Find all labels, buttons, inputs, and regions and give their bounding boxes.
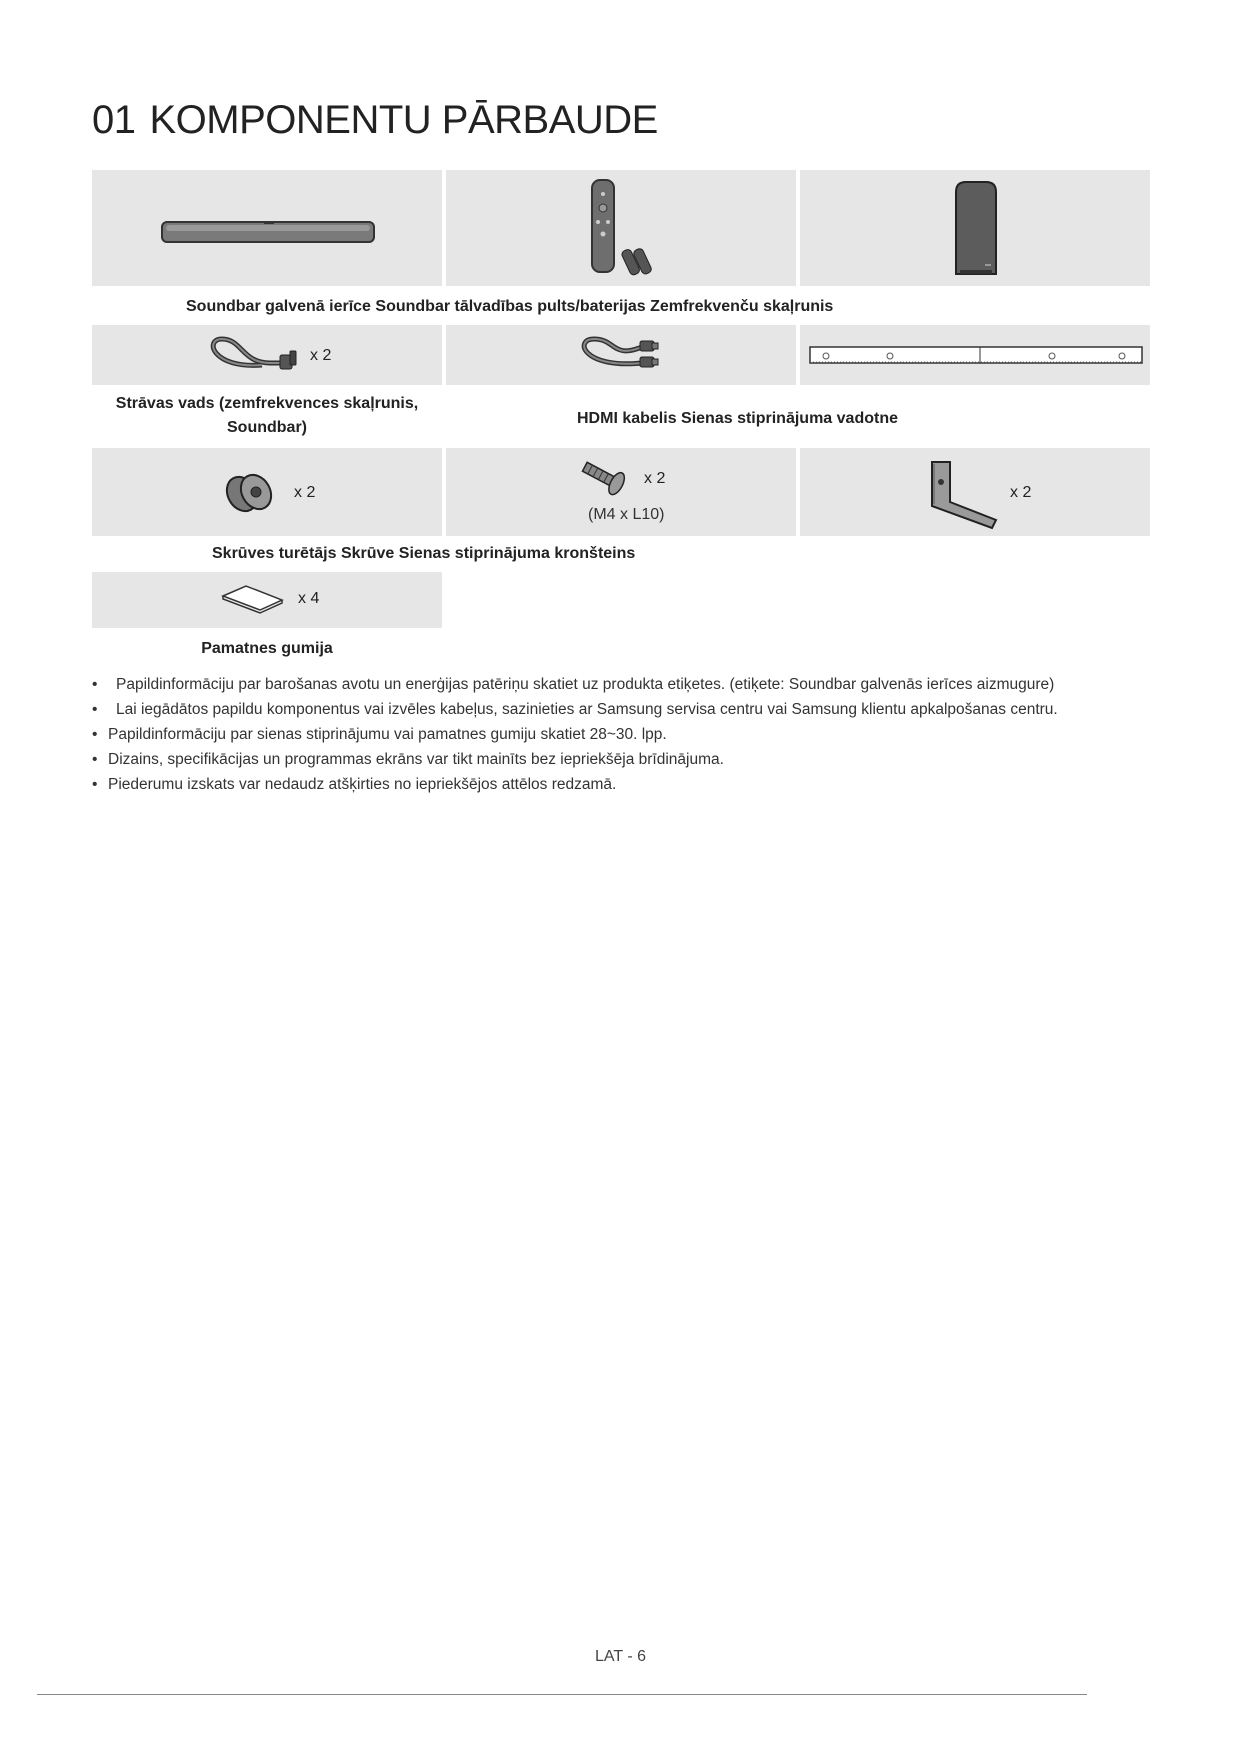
- rubber-foot-image: [92, 572, 442, 628]
- cell-rubber-foot: [92, 572, 442, 628]
- bullet: •: [92, 776, 98, 793]
- note-item: [92, 747, 1058, 772]
- row2-caption-left-line1: Strāvas vads (zemfrekvences skaļrunis,: [115, 395, 419, 412]
- row1-caption: Soundbar galvenā ierīce Soundbar tālvadības pults/baterijas Zemfrekvenču skaļrunis: [186, 298, 834, 315]
- row2-caption-left: [92, 395, 442, 437]
- remote-batteries-image: [446, 170, 796, 286]
- note-text: Piederumu izskats var nedaudz atšķirties no iepriekšējos attēlos redzamā.: [108, 776, 617, 793]
- note-item: [92, 722, 1058, 747]
- bullet: •: [92, 701, 98, 718]
- cell-remote: [446, 170, 796, 286]
- row2-caption-right: HDMI kabelis Sienas stiprinājuma vadotne: [577, 410, 898, 427]
- power-cord-qty: x 2: [310, 347, 332, 364]
- bullet: •: [92, 726, 98, 743]
- cell-bracket: [800, 448, 1150, 536]
- row3-caption: Skrūves turētājs Skrūve Sienas stiprinājuma kronšteins: [212, 545, 636, 562]
- row4-caption: Pamatnes gumija: [201, 640, 333, 657]
- screw-qty: x 2: [644, 470, 666, 487]
- bullet: •: [92, 676, 98, 693]
- note-item: [92, 772, 1058, 797]
- wall-bracket-image: [800, 448, 1150, 536]
- wall-mount-template-image: [800, 325, 1150, 385]
- cell-subwoofer: [800, 170, 1150, 286]
- note-text: Papildinformāciju par sienas stiprinājumu vai pamatnes gumiju skatiet 28~30. lpp.: [108, 726, 667, 743]
- notes-list: [92, 672, 1058, 797]
- page-number: LAT - 6: [595, 1648, 646, 1665]
- power-cord-image: [92, 325, 442, 385]
- footer-divider: [37, 1694, 1087, 1695]
- subwoofer-image: [800, 170, 1150, 286]
- section-number: 01: [92, 98, 136, 142]
- soundbar-image: [92, 170, 442, 286]
- bracket-qty: x 2: [1010, 484, 1032, 501]
- cell-soundbar: [92, 170, 442, 286]
- section-title: KOMPONENTU PĀRBAUDE: [149, 98, 658, 142]
- hdmi-cable-image: [446, 325, 796, 385]
- screw-spec: (M4 x L10): [588, 506, 665, 523]
- bullet: •: [92, 751, 98, 768]
- screw-holder-qty: x 2: [294, 484, 316, 501]
- screw-holder-image: [92, 448, 442, 536]
- page-title: [92, 98, 658, 143]
- cell-wall-template: [800, 325, 1150, 385]
- note-item: [92, 697, 1058, 722]
- cell-hdmi: [446, 325, 796, 385]
- note-text: Papildinformāciju par barošanas avotu un enerģijas patēriņu skatiet uz produkta etiķetes. (etiķete: Soundbar galvenās ierīces aizmugure): [116, 676, 1055, 693]
- cell-power-cord: [92, 325, 442, 385]
- note-text: Dizains, specifikācijas un programmas ekrāns var tikt mainīts bez iepriekšēja brīdinājuma.: [108, 751, 724, 768]
- note-text: Lai iegādātos papildu komponentus vai izvēles kabeļus, sazinieties ar Samsung servisa centru vai Samsung klientu apkalpošanas centru.: [116, 701, 1058, 718]
- note-item: [92, 672, 1058, 697]
- rubber-foot-qty: x 4: [298, 590, 320, 607]
- row2-caption-left-line2: Soundbar): [227, 419, 307, 436]
- cell-screw: [446, 448, 796, 536]
- cell-screw-holder: [92, 448, 442, 536]
